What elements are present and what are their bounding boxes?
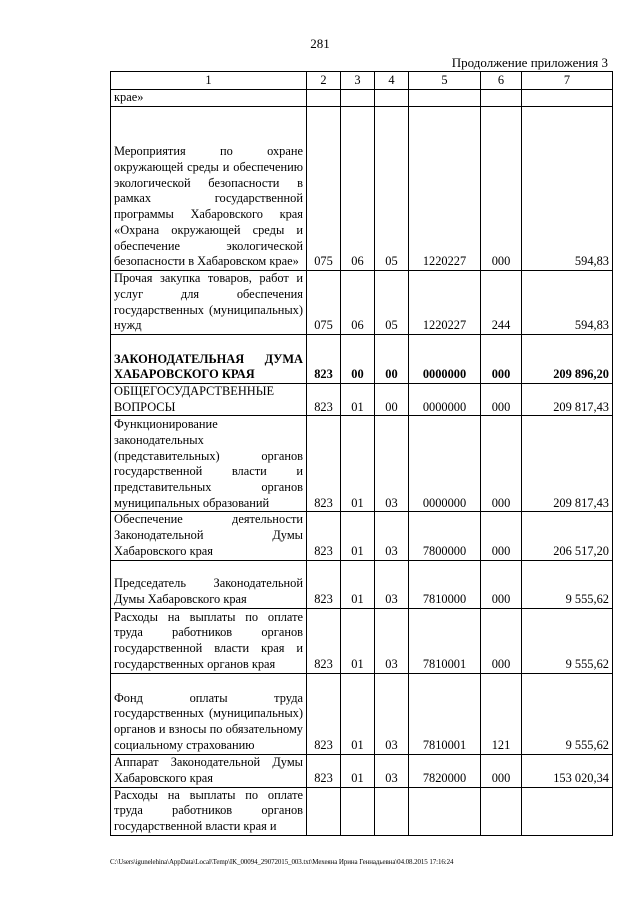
target-article-cell [409, 787, 481, 835]
subsection-code-cell: 00 [375, 335, 409, 384]
row-description-text: Функционирование законодательных (представительных) органов государственной власти и представительных органов муниципальных образований [114, 417, 303, 510]
amount-cell: 153 020,34 [522, 754, 613, 787]
target-article-cell: 1220227 [409, 107, 481, 271]
section-code-cell: 06 [341, 107, 375, 271]
amount-cell: 209 817,43 [522, 416, 613, 512]
row-description-cell [111, 608, 307, 673]
expense-type-cell: 244 [481, 271, 522, 335]
admin-code-cell: 823 [307, 754, 341, 787]
row-description-text: Расходы на выплаты по оплате труда работников органов государственной власти края и [114, 787, 303, 833]
table-row [111, 107, 613, 271]
expense-type-cell: 000 [481, 335, 522, 384]
row-description-text: Аппарат Законодательной Думы Хабаровского края [114, 755, 303, 785]
admin-code-cell: 075 [307, 271, 341, 335]
section-code-cell: 01 [341, 608, 375, 673]
section-code-cell: 01 [341, 673, 375, 754]
subsection-code-cell: 03 [375, 673, 409, 754]
table-row [111, 271, 613, 335]
expense-type-cell: 121 [481, 673, 522, 754]
section-code-cell: 00 [341, 335, 375, 384]
expense-type-cell: 000 [481, 107, 522, 271]
target-article-cell: 7800000 [409, 512, 481, 560]
page-number: 281 [310, 36, 330, 51]
expense-type-cell: 000 [481, 384, 522, 416]
admin-code-cell [307, 787, 341, 835]
row-description-cell [111, 335, 307, 384]
amount-cell: 206 517,20 [522, 512, 613, 560]
section-code-cell [341, 787, 375, 835]
expense-type-cell: 000 [481, 608, 522, 673]
row-description-cell [111, 90, 307, 107]
row-description-text: Прочая закупка товаров, работ и услуг для обеспечения государственных (муниципальных) нужд [114, 271, 303, 333]
expense-type-cell [481, 787, 522, 835]
target-article-cell: 0000000 [409, 416, 481, 512]
row-description-text: Фонд оплаты труда государственных (муниципальных) органов и взносы по обязательному социальному страхованию [114, 690, 303, 752]
table-row [111, 608, 613, 673]
expense-type-cell: 000 [481, 560, 522, 608]
admin-code-cell: 823 [307, 673, 341, 754]
expense-type-cell: 000 [481, 512, 522, 560]
section-code-cell: 01 [341, 754, 375, 787]
expense-type-cell: 000 [481, 754, 522, 787]
row-description-cell [111, 107, 307, 271]
target-article-cell: 7810001 [409, 608, 481, 673]
row-description-text: Расходы на выплаты по оплате труда работников органов государственной власти края и государственных органов края [114, 609, 303, 671]
column-header: 1 [111, 72, 307, 90]
subsection-code-cell: 03 [375, 416, 409, 512]
amount-cell: 594,83 [522, 107, 613, 271]
row-description-cell [111, 560, 307, 608]
appendix-continuation-note: Продолжение приложения 3 [451, 55, 608, 70]
row-description-cell [111, 754, 307, 787]
subsection-code-cell: 03 [375, 754, 409, 787]
admin-code-cell: 823 [307, 512, 341, 560]
admin-code-cell: 823 [307, 416, 341, 512]
table-header-row [111, 72, 613, 90]
target-article-cell: 1220227 [409, 271, 481, 335]
table-row [111, 754, 613, 787]
row-description-cell [111, 512, 307, 560]
amount-cell: 209 817,43 [522, 384, 613, 416]
row-description-cell [111, 384, 307, 416]
file-path-footer: C:\Users\igunelehina\AppData\Local\Temp\IK_00094_29072015_003.txt\Мехеяна Ирина Геннадьевна\04.08.2015 17:16:24 [110, 858, 454, 866]
admin-code-cell: 823 [307, 335, 341, 384]
target-article-cell [409, 90, 481, 107]
section-code-cell: 01 [341, 416, 375, 512]
table-row [111, 384, 613, 416]
column-header: 4 [375, 72, 409, 90]
admin-code-cell: 823 [307, 560, 341, 608]
admin-code-cell: 075 [307, 107, 341, 271]
table-row [111, 335, 613, 384]
target-article-cell: 0000000 [409, 335, 481, 384]
row-description-text: Мероприятия по охране окружающей среды и обеспечению экологической безопасности в рамках государственной программы Хабаровского края «Охрана окружающей среды и обеспечение экологической безопасности в Хабаровском крае» [114, 144, 303, 269]
table-row [111, 512, 613, 560]
table-row [111, 560, 613, 608]
amount-cell: 9 555,62 [522, 608, 613, 673]
target-article-cell: 0000000 [409, 384, 481, 416]
section-code-cell: 01 [341, 384, 375, 416]
subsection-code-cell: 00 [375, 384, 409, 416]
row-description-text: ЗАКОНОДАТЕЛЬНАЯ ДУМА ХАБАРОВСКОГО КРАЯ [114, 351, 303, 382]
subsection-code-cell [375, 90, 409, 107]
column-header: 6 [481, 72, 522, 90]
admin-code-cell: 823 [307, 384, 341, 416]
subsection-code-cell: 05 [375, 271, 409, 335]
amount-cell: 9 555,62 [522, 673, 613, 754]
admin-code-cell: 823 [307, 608, 341, 673]
column-header: 3 [341, 72, 375, 90]
table-row [111, 416, 613, 512]
amount-cell: 9 555,62 [522, 560, 613, 608]
subsection-code-cell [375, 787, 409, 835]
row-description-text: Обеспечение деятельности Законодательной Думы Хабаровского края [114, 512, 303, 558]
row-description-text: крае» [114, 90, 144, 105]
subsection-code-cell: 03 [375, 608, 409, 673]
amount-cell [522, 787, 613, 835]
section-code-cell: 06 [341, 271, 375, 335]
admin-code-cell [307, 90, 341, 107]
row-description-cell [111, 787, 307, 835]
section-code-cell: 01 [341, 512, 375, 560]
section-code-cell [341, 90, 375, 107]
column-header: 7 [522, 72, 613, 90]
table-row [111, 673, 613, 754]
row-description-cell [111, 673, 307, 754]
table-row [111, 787, 613, 835]
expense-type-cell [481, 90, 522, 107]
table-row [111, 90, 613, 107]
row-description-text: ОБЩЕГОСУДАРСТВЕННЫЕ ВОПРОСЫ [114, 384, 275, 414]
row-description-cell [111, 271, 307, 335]
section-code-cell: 01 [341, 560, 375, 608]
amount-cell [522, 90, 613, 107]
amount-cell: 594,83 [522, 271, 613, 335]
amount-cell: 209 896,20 [522, 335, 613, 384]
target-article-cell: 7810001 [409, 673, 481, 754]
target-article-cell: 7820000 [409, 754, 481, 787]
budget-table [110, 71, 613, 836]
column-header: 2 [307, 72, 341, 90]
subsection-code-cell: 03 [375, 560, 409, 608]
row-description-cell [111, 416, 307, 512]
target-article-cell: 7810000 [409, 560, 481, 608]
row-description-text: Председатель Законодательной Думы Хабаровского края [114, 576, 303, 606]
column-header: 5 [409, 72, 481, 90]
subsection-code-cell: 05 [375, 107, 409, 271]
subsection-code-cell: 03 [375, 512, 409, 560]
expense-type-cell: 000 [481, 416, 522, 512]
